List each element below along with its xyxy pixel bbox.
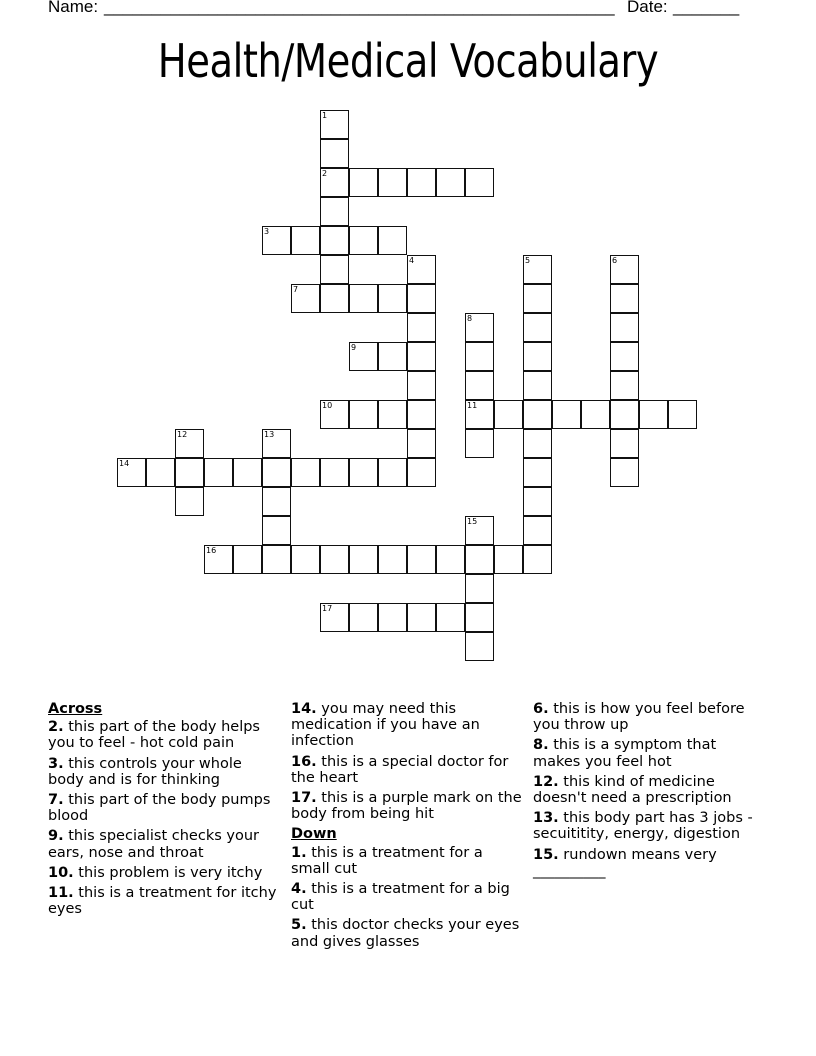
clue-number: 17 [322,604,333,613]
grid-cell[interactable] [320,139,349,168]
grid-cell[interactable] [378,603,407,632]
clue-across-16: 16. this is a special doctor for the heart [291,753,509,786]
grid-cell[interactable] [407,603,436,632]
grid-cell[interactable] [465,632,494,661]
clue-across-2: 2. this part of the body helps you to feel - hot cold pain [48,719,260,752]
grid-cell[interactable] [407,342,436,371]
grid-cell[interactable] [407,458,436,487]
grid-cell[interactable] [465,371,494,400]
grid-cell[interactable] [523,516,552,545]
grid-cell[interactable] [175,458,204,487]
clue-across-7: 7. this part of the body pumps blood [48,792,271,825]
grid-cell[interactable] [146,458,175,487]
grid-cell[interactable] [465,168,494,197]
clue-across-17: 17. this is a purple mark on the body from being hit [291,790,522,823]
grid-cell[interactable] [610,429,639,458]
grid-cell[interactable] [465,574,494,603]
clue-number: 6 [612,256,618,265]
clue-across-9: 9. this specialist checks your ears, nose and throat [48,828,259,861]
grid-cell[interactable] [233,545,262,574]
clue-column-3 [533,701,765,883]
grid-cell[interactable] [407,371,436,400]
grid-cell[interactable] [407,400,436,429]
grid-cell[interactable] [117,458,146,487]
grid-cell[interactable] [291,545,320,574]
grid-cell[interactable] [378,458,407,487]
clue-number: 10 [322,401,333,410]
grid-cell[interactable] [581,400,610,429]
grid-cell[interactable] [465,429,494,458]
clue-down-12: 12. this kind of medicine doesn't need a prescription [533,773,732,807]
clue-number: 8 [467,314,473,323]
grid-cell[interactable] [494,400,523,429]
clue-number: 14 [119,459,130,468]
grid-cell[interactable] [523,255,552,284]
grid-cell[interactable] [436,168,465,197]
grid-cell[interactable] [523,429,552,458]
grid-cell[interactable] [523,458,552,487]
grid-cell[interactable] [407,429,436,458]
grid-cell[interactable] [320,284,349,313]
grid-cell[interactable] [465,545,494,574]
grid-cell[interactable] [407,545,436,574]
grid-cell[interactable] [668,400,697,429]
grid-cell[interactable] [349,458,378,487]
grid-cell[interactable] [320,458,349,487]
grid-cell[interactable] [349,603,378,632]
grid-cell[interactable] [262,545,291,574]
grid-cell[interactable] [349,342,378,371]
grid-cell[interactable] [523,371,552,400]
grid-cell[interactable] [552,400,581,429]
grid-cell[interactable] [320,197,349,226]
grid-cell[interactable] [175,429,204,458]
grid-cell[interactable] [320,168,349,197]
grid-cell[interactable] [378,226,407,255]
grid-cell[interactable] [523,342,552,371]
grid-cell[interactable] [262,487,291,516]
clue-number: 2 [322,169,328,178]
grid-cell[interactable] [465,603,494,632]
clue-across-10: 10. this problem is very itchy [48,864,263,881]
grid-cell[interactable] [320,603,349,632]
clue-down-13: 13. this body part has 3 jobs - secuititity, energy, digestion [533,810,753,843]
grid-cell[interactable] [610,284,639,313]
grid-cell[interactable] [465,400,494,429]
grid-cell[interactable] [610,400,639,429]
grid-cell[interactable] [465,342,494,371]
grid-cell[interactable] [349,284,378,313]
grid-cell[interactable] [349,226,378,255]
grid-cell[interactable] [465,313,494,342]
clue-down-5: 5. this doctor checks your eyes and gives glasses [291,917,520,950]
grid-cell[interactable] [610,255,639,284]
grid-cell[interactable] [523,400,552,429]
grid-cell[interactable] [610,371,639,400]
grid-cell[interactable] [262,429,291,458]
clue-number: 11 [467,401,478,410]
clue-down-15: 15. rundown means very __________ [533,846,717,879]
grid-cell[interactable] [407,168,436,197]
clue-number: 9 [351,343,357,352]
clue-down-6: 6. this is how you feel before you throw up [533,701,745,734]
clue-number: 1 [322,111,328,120]
clue-down-8: 8. this is a symptom that makes you feel hot [533,737,717,770]
clue-column-2 [291,701,523,954]
grid-cell[interactable] [349,400,378,429]
clue-number: 13 [264,430,275,439]
clue-number: 7 [293,285,299,294]
clue-number: 12 [177,430,188,439]
grid-cell[interactable] [378,545,407,574]
grid-cell[interactable] [494,545,523,574]
clue-across-3: 3. this controls your whole body and is for thinking [48,755,242,788]
clue-number: 5 [525,256,531,265]
name-field[interactable]: ______________________________________________________ [104,0,615,16]
grid-cell[interactable] [523,313,552,342]
grid-cell[interactable] [349,545,378,574]
grid-cell[interactable] [378,284,407,313]
grid-cell[interactable] [291,226,320,255]
grid-cell[interactable] [610,458,639,487]
grid-cell[interactable] [204,545,233,574]
grid-cell[interactable] [320,226,349,255]
grid-cell[interactable] [175,487,204,516]
grid-cell[interactable] [262,226,291,255]
grid-cell[interactable] [610,313,639,342]
date-field[interactable]: _______ [673,0,740,16]
date-label: Date: [627,0,668,16]
grid-cell[interactable] [233,458,262,487]
grid-cell[interactable] [465,516,494,545]
grid-cell[interactable] [349,168,378,197]
grid-cell[interactable] [291,458,320,487]
grid-cell[interactable] [523,284,552,313]
grid-cell[interactable] [204,458,233,487]
grid-cell[interactable] [320,255,349,284]
grid-cell[interactable] [378,400,407,429]
grid-cell[interactable] [320,400,349,429]
down-heading: Down [291,826,337,843]
grid-cell[interactable] [523,487,552,516]
clue-number: 16 [206,546,217,555]
page-title: Health/Medical Vocabulary [157,34,659,88]
grid-cell[interactable] [610,342,639,371]
clue-number: 3 [264,227,270,236]
clue-across-11: 11. this is a treatment for itchy eyes [48,885,277,918]
grid-cell[interactable] [523,545,552,574]
across-heading: Across [48,701,103,717]
clue-column-1 [48,701,280,921]
name-label: Name: [48,0,99,16]
clue-down-1: 1. this is a treatment for a small cut [291,844,483,877]
grid-cell[interactable] [436,545,465,574]
grid-cell[interactable] [407,255,436,284]
grid-cell[interactable] [407,313,436,342]
grid-cell[interactable] [320,110,349,139]
clue-number: 4 [409,256,415,265]
grid-cell[interactable] [378,168,407,197]
clue-number: 15 [467,517,478,526]
grid-cell[interactable] [320,545,349,574]
clue-down-4: 4. this is a treatment for a big cut [291,881,510,914]
grid-cell[interactable] [436,603,465,632]
clue-across-14: 14. you may need this medication if you have an infection [291,701,480,750]
grid-cell[interactable] [378,342,407,371]
grid-cell[interactable] [639,400,668,429]
grid-cell[interactable] [262,458,291,487]
grid-cell[interactable] [291,284,320,313]
grid-cell[interactable] [407,284,436,313]
grid-cell[interactable] [262,516,291,545]
